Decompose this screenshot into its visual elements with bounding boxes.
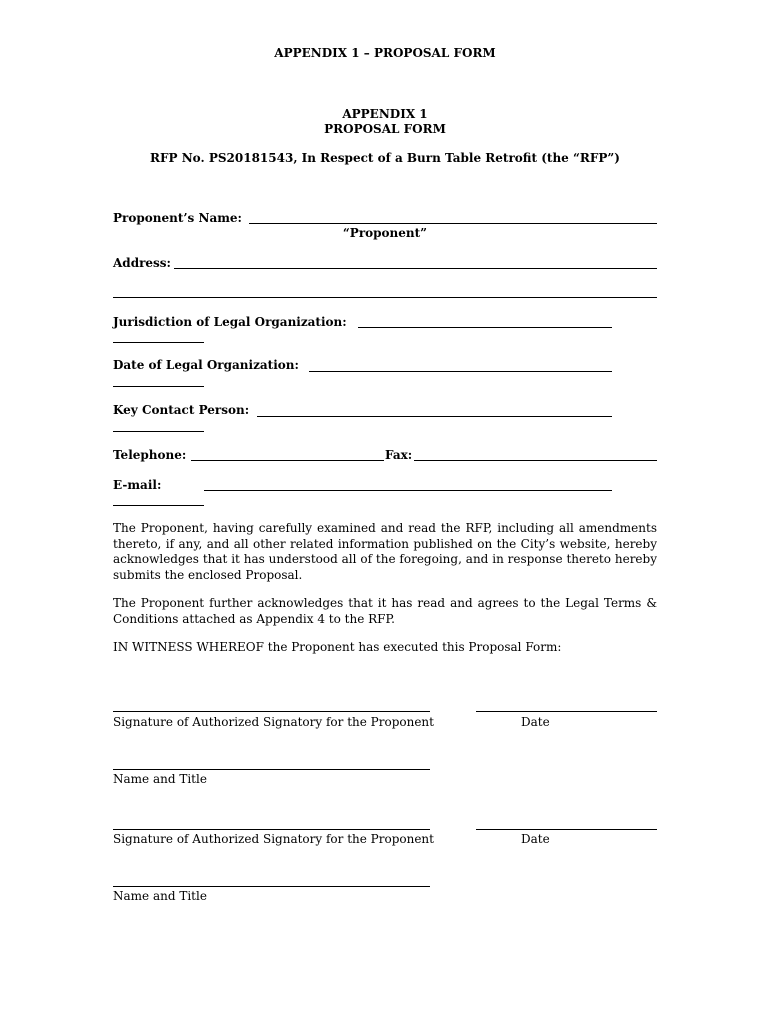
name-title-line[interactable] [113,886,430,887]
date-label: Date [521,715,550,729]
key-contact-label: Key Contact Person: [113,403,250,417]
key-contact-line-continued[interactable] [113,431,204,432]
address-line-1[interactable] [174,268,657,269]
signature-line[interactable] [113,711,430,712]
date-line[interactable] [476,711,657,712]
jurisdiction-line-continued[interactable] [113,342,204,343]
date-org-line[interactable] [309,371,612,372]
proponent-name-label: Proponent’s Name: [113,211,242,225]
fax-line[interactable] [414,460,657,461]
signature-line[interactable] [113,829,430,830]
fax-label: Fax: [385,448,413,462]
proponent-name-line[interactable] [249,223,657,224]
date-org-label: Date of Legal Organization: [113,358,299,372]
telephone-line[interactable] [191,460,384,461]
date-label: Date [521,832,550,846]
telephone-label: Telephone: [113,448,187,462]
jurisdiction-line[interactable] [358,327,612,328]
signature-label: Signature of Authorized Signatory for the Proponent [113,715,434,729]
name-title-label: Name and Title [113,889,207,903]
proponent-caption: “Proponent” [342,226,428,240]
jurisdiction-label: Jurisdiction of Legal Organization: [113,315,347,329]
email-label: E-mail: [113,478,162,492]
date-org-line-continued[interactable] [113,386,204,387]
rfp-title: RFP No. PS20181543, In Respect of a Burn Table Retrofit (the “RFP”) [150,151,620,165]
address-line-2[interactable] [113,297,657,298]
name-title-label: Name and Title [113,772,207,786]
address-label: Address: [113,256,171,270]
signature-label: Signature of Authorized Signatory for the Proponent [113,832,434,846]
legal-terms-paragraph: The Proponent further acknowledges that it has read and agrees to the Legal Terms & Conditions attached as Appendix 4 to the RFP. [113,596,657,626]
title-proposal-form: PROPOSAL FORM [324,122,446,136]
witness-paragraph: IN WITNESS WHEREOF the Proponent has executed this Proposal Form: [113,640,562,654]
email-line[interactable] [204,490,612,491]
name-title-line[interactable] [113,769,430,770]
running-header: APPENDIX 1 – PROPOSAL FORM [274,46,496,60]
date-line[interactable] [476,829,657,830]
acknowledgement-paragraph: The Proponent, having carefully examined and read the RFP, including all amendments thereto, if any, and all other related information published on the City’s website, hereby acknowledges that it has understood all of the foregoing, and in response thereto hereby submits the enclosed Proposal. [113,521,657,582]
key-contact-line[interactable] [257,416,612,417]
title-appendix: APPENDIX 1 [342,107,428,121]
email-line-continued[interactable] [113,505,204,506]
